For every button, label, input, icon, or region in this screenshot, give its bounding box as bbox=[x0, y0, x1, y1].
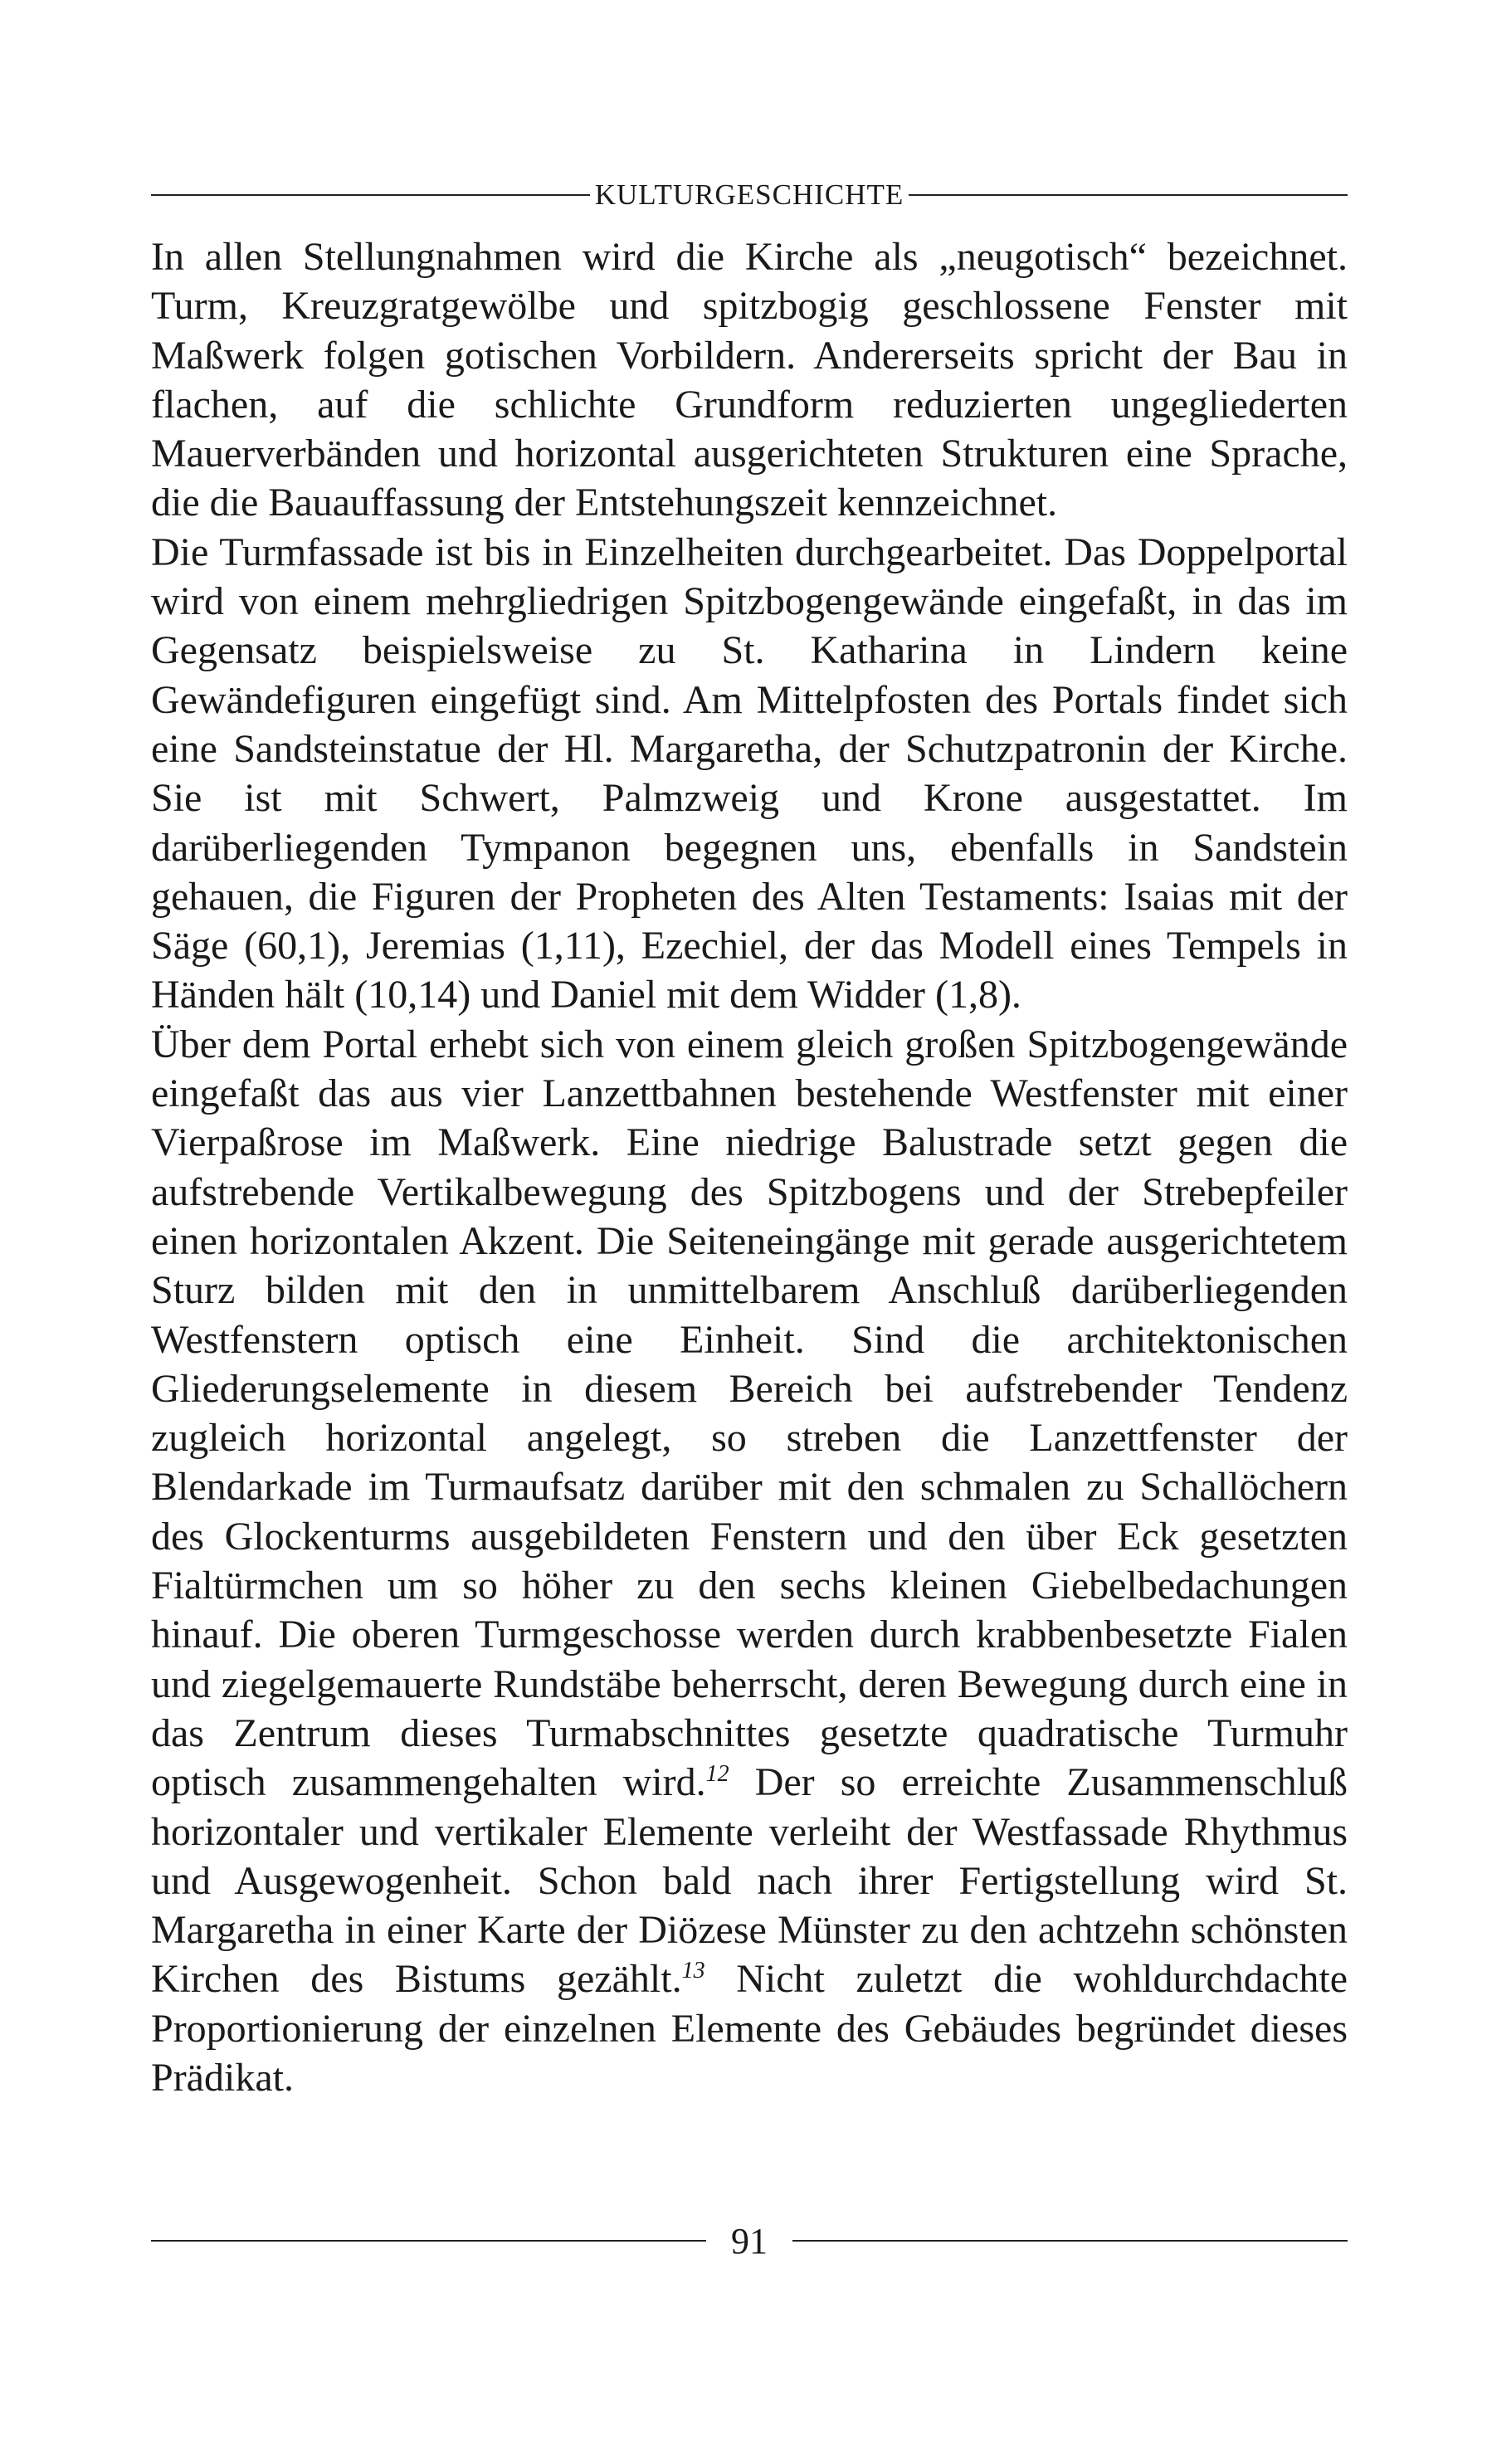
footnote-ref-12: 12 bbox=[705, 1761, 729, 1788]
paragraph-3-part-3: Nicht zuletzt die wohldurchdachte Proportionierung der einzelnen Elemente des Gebäudes begründet dieses Prädikat. bbox=[151, 1957, 1348, 2100]
running-header bbox=[151, 174, 1348, 216]
header-rule-left bbox=[151, 194, 590, 196]
paragraph-3-part-1: Über dem Portal erhebt sich von einem gleich großen Spitzbogengewände eingefaßt das aus vier Lanzettbahnen bestehende Westfenster mit einer Vierpaßrose im Maßwerk. Eine niedrige Balustrade setzt gegen die aufstrebende Vertikalbewegung des Spitzbogens und der Strebepfeiler einen horizontalen Akzent. Die Seiteneingänge mit gerade ausgerichtetem Sturz bilden mit den in unmittelbarem Anschluß darüberliegenden Westfenstern optisch eine Einheit. Sind die architektonischen Gliederungselemente in diesem Bereich bei aufstrebender Tendenz zugleich horizontal angelegt, so streben die Lanzettfenster der Blendarkade im Turmaufsatz darüber mit den schmalen zu Schallöchern des Glockenturms ausgebildeten Fenstern und den über Eck gesetzten Fialtürmchen um so höher zu den sechs kleinen Giebelbedachungen hinauf. Die oberen Turmgeschosse werden durch krabbenbesetzte Fialen und ziegelgemauerte Rundstäbe beherrscht, deren Bewegung durch eine in das Zentrum dieses Turmabschnittes gesetzte quadratische Turmuhr optisch zusammengehalten wird. bbox=[151, 1022, 1348, 1805]
paragraph-3 bbox=[151, 1020, 1348, 2103]
paragraph-3-part-2: Der so erreichte Zusammenschluß horizontaler und vertikaler Elemente verleiht der Westfassade Rhythmus und Ausgewogenheit. Schon bald nach ihrer Fertigstellung wird St. Margaretha in einer Karte der Diözese Münster zu den achtzehn schönsten Kirchen des Bistums gezählt. bbox=[151, 1760, 1348, 2002]
footer-rule-right bbox=[792, 2240, 1348, 2242]
body-text bbox=[151, 232, 1348, 2102]
page-number: 91 bbox=[731, 2220, 768, 2262]
footnote-ref-13: 13 bbox=[681, 1958, 705, 1984]
header-title: KULTURGESCHICHTE bbox=[594, 178, 904, 211]
paragraph-1: In allen Stellungnahmen wird die Kirche als „neugotisch“ bezeichnet. Turm, Kreuzgratgewölbe und spitzbogig geschlossene Fenster mit Maßwerk folgen gotischen Vorbildern. Andererseits spricht der Bau in flachen, auf die schlichte Grundform reduzierten ungegliederten Mauerverbänden und horizontal ausgerichteten Strukturen eine Sprache, die die Bauauffassung der Entstehungszeit kennzeichnet. bbox=[151, 235, 1348, 525]
header-rule-right bbox=[909, 194, 1348, 196]
page-footer bbox=[151, 2216, 1348, 2266]
paragraph-2: Die Turmfassade ist bis in Einzelheiten durchgearbeitet. Das Doppelportal wird von einem mehrgliedrigen Spitzbogengewände eingefaßt, in das im Gegensatz beispielsweise zu St. Katharina in Lindern keine Gewändefiguren eingefügt sind. Am Mittelpfosten des Portals findet sich eine Sandsteinstatue der Hl. Margaretha, der Schutzpatronin der Kirche. Sie ist mit Schwert, Palmzweig und Krone ausgestattet. Im darüberliegenden Tympanon begegnen uns, ebenfalls in Sandstein gehauen, die Figuren der Propheten des Alten Testaments: Isaias mit der Säge (60,1), Jeremias (1,11), Ezechiel, der das Modell eines Tempels in Händen hält (10,14) und Daniel mit dem Widder (1,8). bbox=[151, 529, 1348, 1017]
footer-rule-left bbox=[151, 2240, 706, 2242]
